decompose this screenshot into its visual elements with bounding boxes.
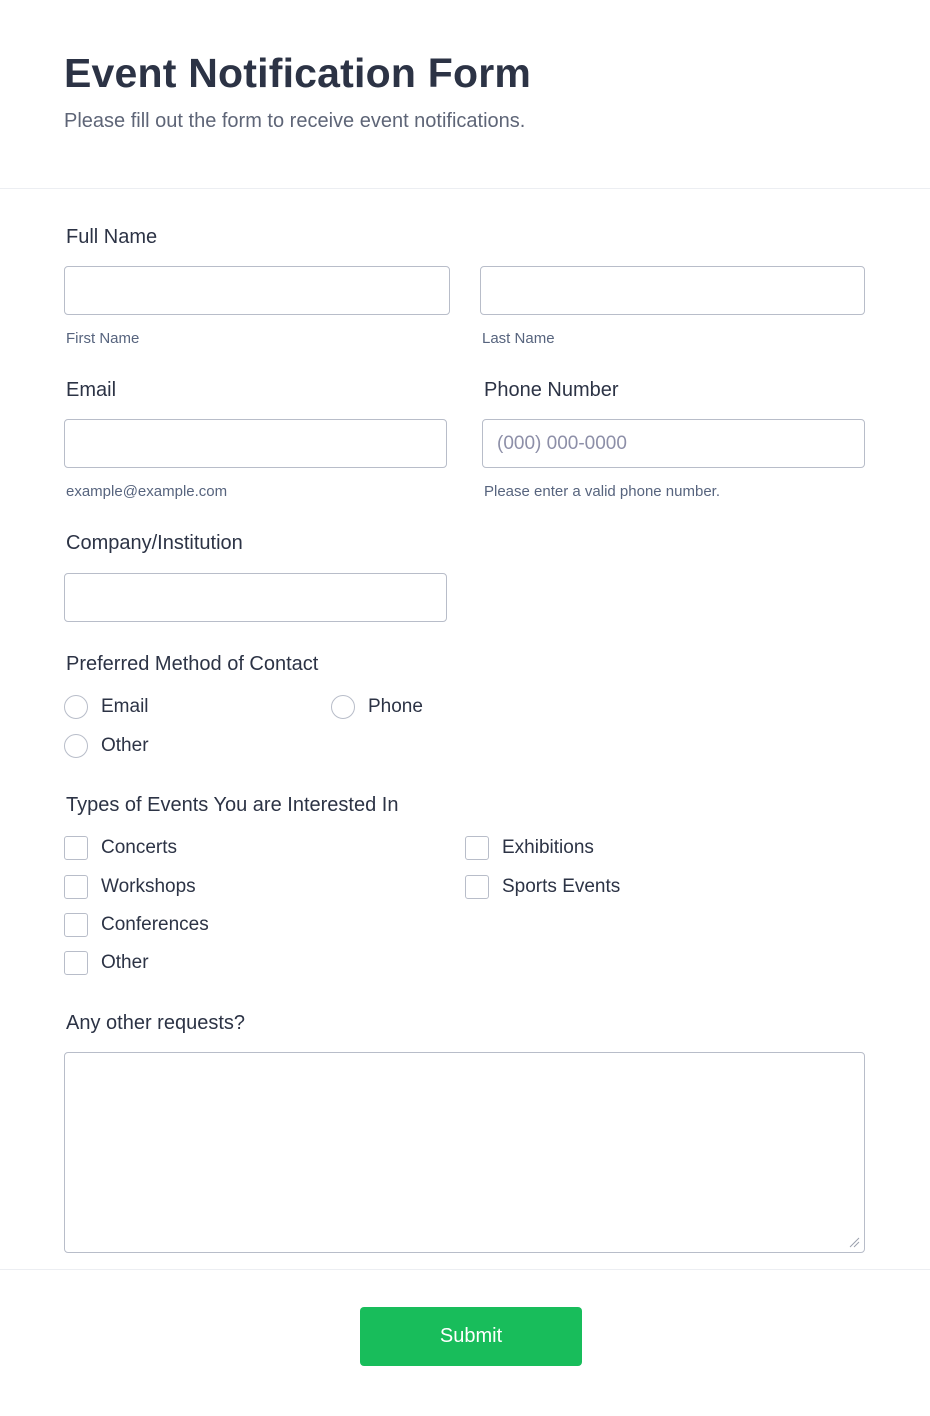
checkbox-label: Sports Events bbox=[502, 876, 621, 897]
checkbox-sports-events[interactable] bbox=[465, 875, 620, 899]
radio-email[interactable] bbox=[64, 695, 149, 719]
radio-label: Phone bbox=[368, 696, 423, 717]
form-subtitle: Please fill out the form to receive event notifications. bbox=[64, 110, 526, 132]
email-input[interactable] bbox=[64, 419, 447, 468]
last-name-input[interactable] bbox=[480, 266, 865, 315]
checkbox-label: Exhibitions bbox=[502, 837, 594, 858]
checkbox[interactable] bbox=[64, 836, 88, 860]
checkbox[interactable] bbox=[64, 875, 88, 899]
checkbox-workshops[interactable] bbox=[64, 875, 196, 899]
radio-label: Email bbox=[101, 696, 149, 717]
resize-grip-icon[interactable] bbox=[848, 1236, 860, 1248]
checkbox[interactable] bbox=[465, 875, 489, 899]
phone-label: Phone Number bbox=[484, 379, 619, 401]
radio-phone[interactable] bbox=[331, 695, 423, 719]
phone-input[interactable] bbox=[482, 419, 865, 468]
form-header bbox=[0, 0, 930, 189]
email-sublabel: example@example.com bbox=[66, 483, 228, 500]
checkbox-label: Concerts bbox=[101, 837, 178, 858]
checkbox[interactable] bbox=[465, 836, 489, 860]
checkbox-conferences[interactable] bbox=[64, 913, 209, 937]
radio-button[interactable] bbox=[331, 695, 355, 719]
radio-button[interactable] bbox=[64, 734, 88, 758]
checkbox-label: Workshops bbox=[101, 876, 196, 897]
requests-textarea[interactable] bbox=[64, 1052, 865, 1253]
checkbox[interactable] bbox=[64, 913, 88, 937]
phone-sublabel: Please enter a valid phone number. bbox=[484, 483, 720, 500]
radio-other[interactable] bbox=[64, 734, 149, 758]
requests-label: Any other requests? bbox=[66, 1012, 245, 1034]
checkbox-exhibitions[interactable] bbox=[465, 836, 594, 860]
contact-method-label: Preferred Method of Contact bbox=[66, 653, 319, 675]
form-title: Event Notification Form bbox=[64, 50, 532, 96]
company-label: Company/Institution bbox=[66, 532, 243, 554]
company-input[interactable] bbox=[64, 573, 447, 622]
radio-label: Other bbox=[101, 735, 149, 756]
last-name-sublabel: Last Name bbox=[482, 330, 555, 347]
checkbox-other[interactable] bbox=[64, 951, 149, 975]
submit-button[interactable]: Submit bbox=[360, 1307, 582, 1366]
first-name-input[interactable] bbox=[64, 266, 450, 315]
checkbox-label: Conferences bbox=[101, 914, 209, 935]
checkbox[interactable] bbox=[64, 951, 88, 975]
event-types-label: Types of Events You are Interested In bbox=[66, 794, 399, 816]
radio-button[interactable] bbox=[64, 695, 88, 719]
checkbox-label: Other bbox=[101, 952, 149, 973]
checkbox-concerts[interactable] bbox=[64, 836, 177, 860]
first-name-sublabel: First Name bbox=[66, 330, 140, 347]
email-label: Email bbox=[66, 379, 117, 401]
full-name-label: Full Name bbox=[66, 226, 158, 248]
